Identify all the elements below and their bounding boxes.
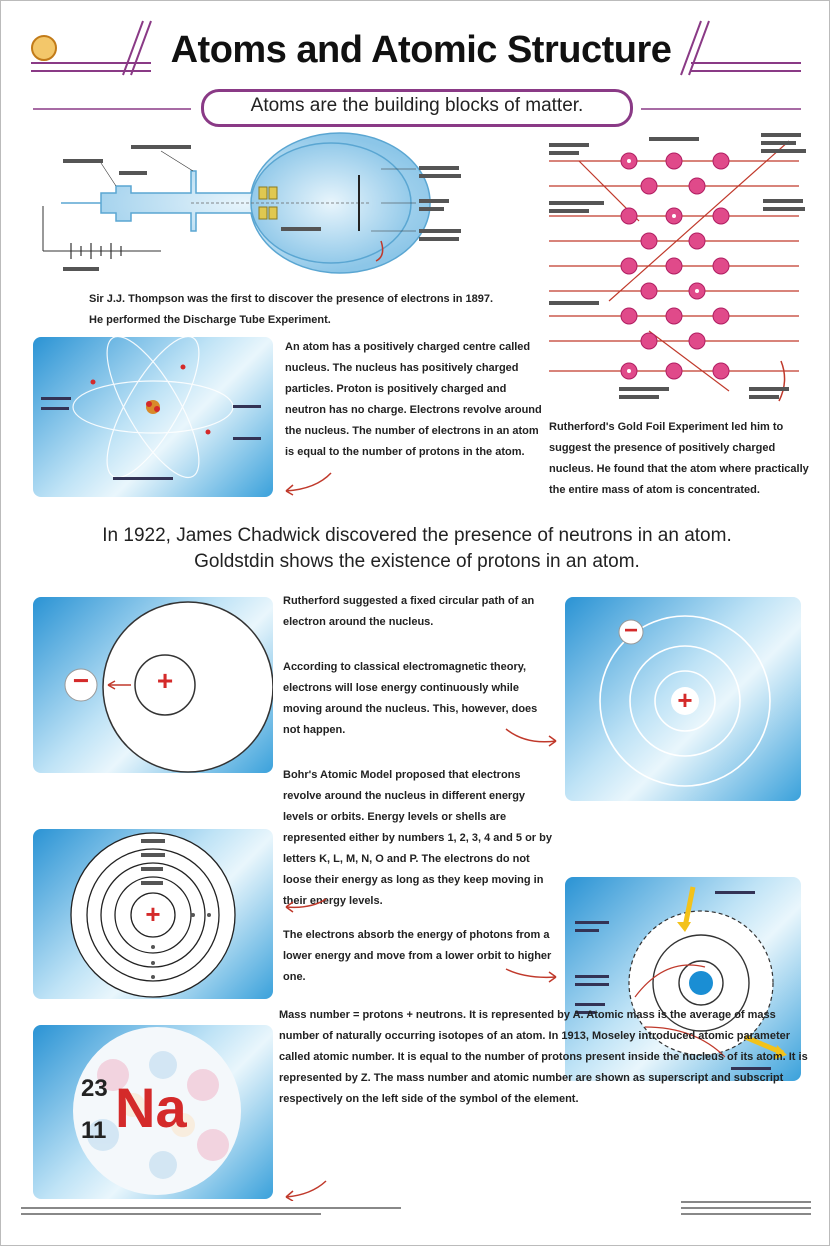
proton-plus-icon: + <box>677 685 693 715</box>
mass-number-text: Mass number = protons + neutrons. It is represented by A. Atomic mass is the average of mass number of naturally occurring isotopes of an atom. In 1913, Moseley introduced atomic parameter called atomic number. It is equal to the number of protons present inside the nucleus of its atom. It is represented by Z. The mass number and atomic number are shown as superscript and subscript respectively on the left side of the symbol of the element. <box>279 1009 808 1105</box>
electron-minus-icon: − <box>623 617 638 644</box>
atom-description: An atom has a positively charged centre called nucleus. The nucleus has positively charged particles. Proton is positively charged and neutron has no charge. Electrons revolve around the nucleus. The number of electrons in an atom is equal to the number of protons in the atom. <box>285 341 542 458</box>
footer-fine-print <box>21 1201 821 1231</box>
electron-minus-icon: − <box>72 665 90 696</box>
discharge-tube-labels <box>41 131 461 281</box>
atom-orbits-illustration <box>33 337 273 497</box>
atomic-number: 11 <box>81 1117 107 1144</box>
arrow-icon <box>281 471 341 496</box>
gold-foil-diagram <box>549 131 809 411</box>
rutherford-experiment-text: Rutherford's Gold Foil Experiment led him to suggest the presence of positively charged nucleus. He found that the atom where practically the entire mass of atom is concentrated. <box>549 421 809 496</box>
mass-number: 23 <box>81 1075 108 1102</box>
publisher-logo-icon <box>31 35 57 61</box>
photon-absorption-text: The electrons absorb the energy of photons from a lower energy and move from a lower orbit to higher one. <box>283 929 552 983</box>
rutherford-model-panel <box>33 597 273 773</box>
bohr-shells-panel <box>33 829 273 999</box>
atom-model-panel <box>33 337 273 497</box>
arrow-icon <box>501 725 561 747</box>
headline-chadwick: In 1922, James Chadwick discovered the presence of neutrons in an atom. <box>102 525 732 546</box>
electron-orbit-panel <box>565 597 801 801</box>
thompson-caption: Sir J.J. Thompson was the first to discover the presence of electrons in 1897. He performed the Discharge Tube Experiment. <box>89 293 494 326</box>
arrow-icon <box>281 1179 331 1201</box>
arrow-icon <box>281 895 331 915</box>
bohr-model-text: Bohr's Atomic Model proposed that electrons revolve around the nucleus in different energy levels or orbits. Energy levels or shells are represented either by numbers 1, 2, 3, 4 and 5 or by letters K, L, M, N, O and P. The electrons do not loose their energy as long as they keep moving in their energy levels. <box>283 769 552 907</box>
arrow-icon <box>501 965 561 985</box>
page-title: Atoms and Atomic Structure <box>170 29 672 71</box>
sodium-element-panel <box>33 1025 273 1199</box>
element-symbol: Na <box>115 1076 187 1139</box>
nucleus-plus-icon: + <box>145 899 161 929</box>
subtitle: Atoms are the building blocks of matter. <box>250 95 584 116</box>
headline-goldstein: Goldstdin shows the existence of protons in an atom. <box>194 551 640 572</box>
rutherford-orbit-text: Rutherford suggested a fixed circular path of an electron around the nucleus. <box>283 595 535 628</box>
electromagnetic-theory-text: According to classical electromagnetic theory, electrons will lose energy continuously while moving around the nucleus. This, however, does not happen. <box>283 661 538 736</box>
proton-plus-icon: + <box>156 665 174 696</box>
